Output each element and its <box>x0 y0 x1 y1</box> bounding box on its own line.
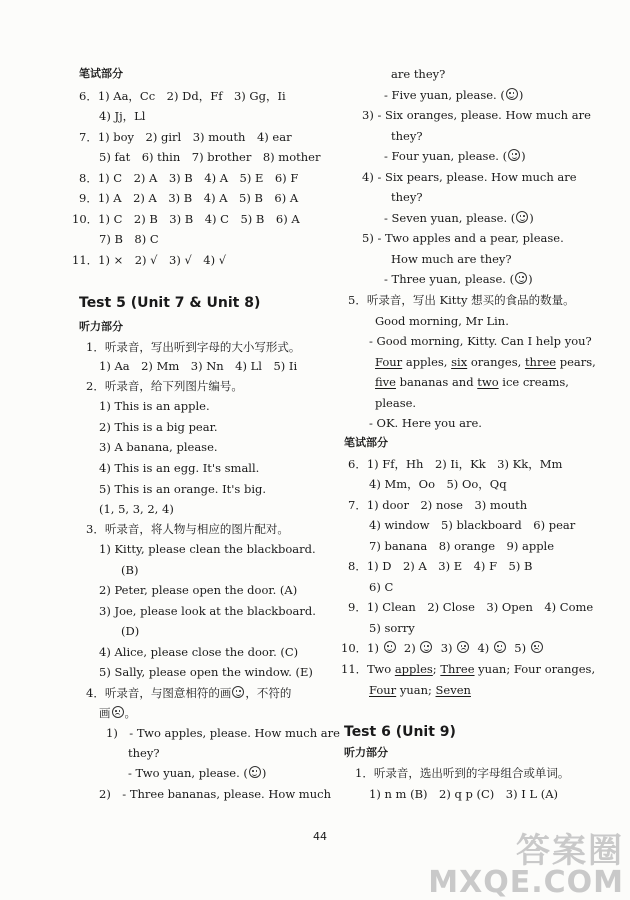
answer-line: they? <box>391 190 423 204</box>
answer-text: bananas and <box>395 375 478 389</box>
answer-line: Good morning, Mr Lin. <box>375 314 509 328</box>
answer-line: (1, 5, 3, 2, 4) <box>99 502 174 516</box>
answer-line <box>341 641 544 655</box>
smiley-face-icon <box>508 149 520 161</box>
answer-line: - OK. Here you are. <box>369 416 482 430</box>
filled-answer: Three <box>440 662 475 676</box>
answer-line: 7) B 8) C <box>99 232 159 246</box>
answer-text: apples, <box>402 355 452 369</box>
answer-text: - Two yuan, please. ( <box>128 766 248 780</box>
answer-line: - Five yuan, please. ( ) <box>384 88 524 102</box>
question-prompt: 1．听录音，写出听到字母的大小写形式。 <box>86 340 301 354</box>
smiley-face-icon <box>494 641 506 653</box>
answer-line: 1) This is an apple. <box>99 399 210 413</box>
filled-answer: Seven <box>435 683 471 697</box>
answer-text: 4) <box>477 641 490 655</box>
answer-line: 4) Alice, please close the door. (C) <box>99 645 299 659</box>
section-heading-written: 笔试部分 <box>79 67 123 80</box>
prompt-text: 4．听录音，与图意相符的画 <box>86 686 232 700</box>
answer-text: 2) <box>403 641 416 655</box>
answer-line: 6) C <box>369 580 394 594</box>
answer-text: - Seven yuan, please. ( <box>384 211 516 225</box>
test-6-title: Test 6 (Unit 9) <box>344 724 456 740</box>
answer-line: 11．1) × 2) √ 3) √ 4) √ <box>72 253 227 267</box>
answer-line: - Three yuan, please. ( ) <box>384 272 533 286</box>
answer-line: 4) window 5) blackboard 6) pear <box>369 518 576 532</box>
answer-line <box>375 375 569 389</box>
answer-text: - Three yuan, please. ( <box>384 272 515 286</box>
answer-line: 6．1) Ff，Hh 2) Ii，Kk 3) Kk，Mm <box>348 457 563 471</box>
answer-line: 4) - Six pears, please. How much are <box>362 170 577 184</box>
question-prompt: 2．听录音，给下列图片编号。 <box>86 379 243 393</box>
answer-text: 3) <box>440 641 453 655</box>
answer-text: ice creams, <box>498 375 569 389</box>
question-prompt: 3．听录音，将人物与相应的图片配对。 <box>86 522 289 536</box>
answer-line: 5) Sally, please open the window. (E) <box>99 665 313 679</box>
answer-line: they? <box>128 746 160 760</box>
answer-line: 5) - Two apples and a pear, please. <box>362 231 564 245</box>
prompt-text: ，不符的 <box>245 686 292 700</box>
page-number: 44 <box>313 830 327 843</box>
smiley-face-icon <box>384 641 396 653</box>
answer-text: 10．1) <box>341 641 379 655</box>
answer-line: 1) Kitty, please clean the blackboard. <box>99 542 316 556</box>
answer-text: ; <box>432 662 441 676</box>
answer-line: 1) - Two apples, please. How much are <box>106 726 340 740</box>
answer-line: - Good morning, Kitty. Can I help you? <box>369 334 592 348</box>
answer-line <box>369 683 471 697</box>
filled-answer: three <box>524 355 557 369</box>
answer-line: 10．1) C 2) B 3) B 4) C 5) B 6) A <box>72 212 300 226</box>
prompt-text: 。 <box>124 706 136 720</box>
answer-line: - Seven yuan, please. ( ) <box>384 211 534 225</box>
answer-line: 4) Jj，Ll <box>99 109 146 123</box>
answer-text: - Five yuan, please. ( <box>384 88 505 102</box>
answer-line: 9．1) A 2) A 3) B 4) A 5) B 6) A <box>79 191 299 205</box>
answer-line: 5) sorry <box>369 621 415 635</box>
answer-line: 2) This is a big pear. <box>99 420 218 434</box>
answer-line: 2) Peter, please open the door. (A) <box>99 583 298 597</box>
answer-line: 8．1) D 2) A 3) E 4) F 5) B <box>348 559 533 573</box>
smiley-face-icon <box>515 272 527 284</box>
filled-answer: apples <box>394 662 433 676</box>
section-heading-written: 笔试部分 <box>344 436 388 449</box>
filled-answer: two <box>477 375 499 389</box>
answer-line: 3) - Six oranges, please. How much are <box>362 108 591 122</box>
sad-face-icon <box>531 641 543 653</box>
answer-line: 3) Joe, please look at the blackboard. <box>99 604 316 618</box>
answer-line: 6．1) Aa，Cc 2) Dd，Ff 3) Gg，Ii <box>79 89 286 103</box>
answer-line: they? <box>391 129 423 143</box>
answer-line: 7．1) door 2) nose 3) mouth <box>348 498 528 512</box>
answer-line: 7．1) boy 2) girl 3) mouth 4) ear <box>79 130 292 144</box>
sad-face-icon <box>457 641 469 653</box>
answer-line: 7) banana 8) orange 9) apple <box>369 539 555 553</box>
answer-line: 1) n m (B) 2) q p (C) 3) I L (A) <box>369 787 558 801</box>
answer-text: yuan; Four oranges, <box>474 662 596 676</box>
answer-line: - Four yuan, please. ( ) <box>384 149 526 163</box>
prompt-text: 画 <box>99 706 111 720</box>
answer-line <box>375 355 596 369</box>
answer-line: 9．1) Clean 2) Close 3) Open 4) Come <box>348 600 594 614</box>
smiley-face-icon <box>420 641 432 653</box>
section-heading-listening: 听力部分 <box>79 320 123 333</box>
watermark-line: 答案圈 <box>516 831 624 871</box>
question-prompt: 5．听录音，写出 Kitty 想买的食品的数量。 <box>348 293 575 307</box>
answer-line: - Two yuan, please. ( ) <box>128 766 267 780</box>
test-5-title: Test 5 (Unit 7 & Unit 8) <box>79 295 261 311</box>
filled-answer: six <box>451 355 468 369</box>
answer-text: 11．Two <box>341 662 395 676</box>
answer-line: 4) Mm，Oo 5) Oo，Qq <box>369 477 507 491</box>
answer-line <box>341 662 595 676</box>
answer-text: 5) <box>514 641 527 655</box>
watermark <box>428 831 624 900</box>
answer-line: please. <box>375 396 417 410</box>
smiley-face-icon <box>516 211 528 223</box>
answer-line: 1) Aa 2) Mm 3) Nn 4) Ll 5) Ii <box>99 359 298 373</box>
filled-answer: Four <box>375 355 403 369</box>
question-prompt: 1．听录音，选出听到的字母组合或单词。 <box>355 766 570 780</box>
filled-answer: Four <box>369 683 397 697</box>
answer-line: are they? <box>391 67 446 81</box>
answer-line: 2) - Three bananas, please. How much <box>99 787 331 801</box>
filled-answer: five <box>375 375 396 389</box>
answer-text: yuan; <box>396 683 436 697</box>
section-heading-listening: 听力部分 <box>344 746 388 759</box>
answer-line: (D) <box>121 624 140 638</box>
watermark-line: MXQE.COM <box>428 865 624 900</box>
answer-line: 4) This is an egg. It's small. <box>99 461 260 475</box>
answer-line: 8．1) C 2) A 3) B 4) A 5) E 6) F <box>79 171 299 185</box>
smiley-face-icon <box>506 88 518 100</box>
answer-text: oranges, <box>467 355 525 369</box>
answer-line: 5) fat 6) thin 7) brother 8) mother <box>99 150 321 164</box>
answer-line: How much are they? <box>391 252 512 266</box>
answer-text: pears, <box>556 355 596 369</box>
answer-line: 5) This is an orange. It's big. <box>99 482 267 496</box>
answer-line: (B) <box>121 563 139 577</box>
answer-line: 3) A banana, please. <box>99 440 218 454</box>
answer-text: - Four yuan, please. ( <box>384 149 508 163</box>
